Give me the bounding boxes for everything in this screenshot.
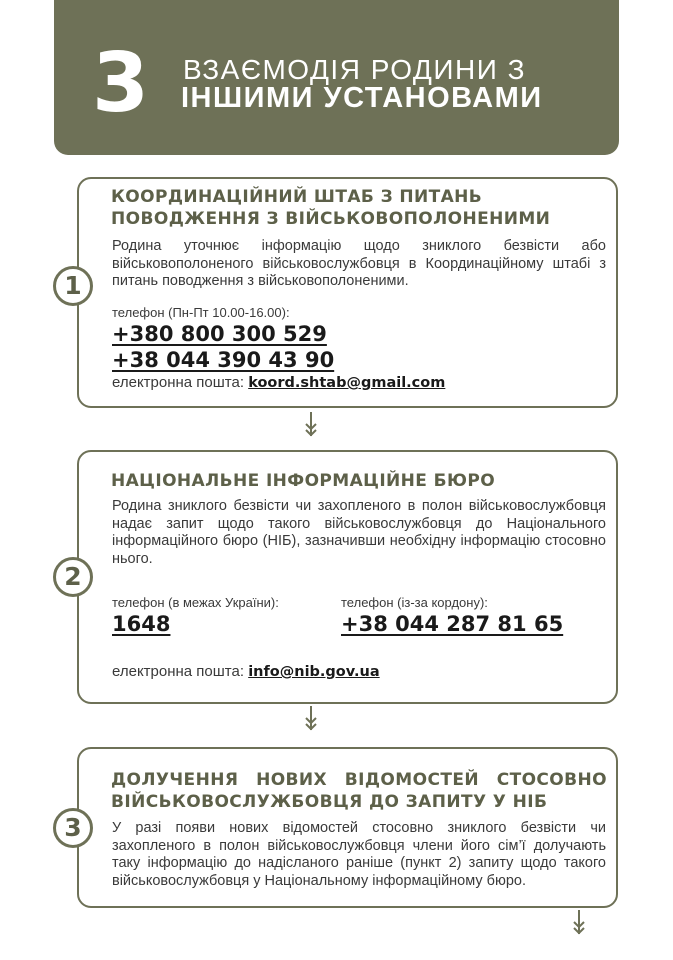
step-title xyxy=(111,769,607,813)
phone-label-local: телефон (в межах України): xyxy=(112,595,279,610)
phone-number-link[interactable]: 1648 xyxy=(112,612,171,636)
chevron-down-icon xyxy=(304,706,318,732)
email-link[interactable]: info@nib.gov.ua xyxy=(248,664,380,680)
step-number-badge: 2 xyxy=(53,557,93,597)
step-title-line: ПОВОДЖЕННЯ З ВІЙСЬКОВОПОЛОНЕНИМИ xyxy=(111,209,551,229)
section-title-line2: ІНШИМИ УСТАНОВАМИ xyxy=(181,82,543,114)
step-title-line: НАЦІОНАЛЬНЕ ІНФОРМАЦІЙНЕ БЮРО xyxy=(111,471,496,491)
section-title-line1: ВЗАЄМОДІЯ РОДИНИ З xyxy=(183,54,527,85)
step-title-line: ВІЙСЬКОВОСЛУЖБОВЦЯ ДО ЗАПИТУ У НІБ xyxy=(111,792,548,812)
step-title-line: КООРДИНАЦІЙНИЙ ШТАБ З ПИТАНЬ xyxy=(111,187,483,207)
chevron-down-icon xyxy=(304,412,318,438)
email-link[interactable]: koord.shtab@gmail.com xyxy=(248,375,446,391)
step-title xyxy=(111,186,611,230)
email-row xyxy=(112,373,445,393)
step-title-line: ДОЛУЧЕННЯ НОВИХ ВІДОМОСТЕЙ СТОСОВНО xyxy=(111,770,607,790)
email-row xyxy=(112,662,380,682)
step-description: Родина зниклого безвісти чи захопленого в полон військовослужбовця надає запит щодо такого військовослужбовця до Національного інформаційного бюро (НІБ), зазначивши необхідну інформацію стосовно нього. xyxy=(112,498,606,567)
phone-number-link[interactable]: +380 800 300 529 xyxy=(112,322,327,346)
step-title xyxy=(111,470,611,492)
email-label: електронна пошта: xyxy=(112,374,245,391)
step-number-badge: 3 xyxy=(53,808,93,848)
phone-number-link[interactable]: +38 044 287 81 65 xyxy=(341,612,564,636)
step-number-badge: 1 xyxy=(53,266,93,306)
step-description: У разі появи нових відомостей стосовно зниклого безвісти чи захопленого в полон військовослужбовця члени його сім’ї долучають таку інформацію до надісланого раніше (пункт 2) запиту щодо такого військовослужбовця у Національному інформаційному бюро. xyxy=(112,820,606,889)
email-label: електронна пошта: xyxy=(112,663,245,680)
step-description: Родина уточнює інформацію щодо зниклого безвісти або військовополоненого військовослужбовця в Координаційному штабі з питань поводження з військовополоненими. xyxy=(112,238,606,289)
phone-label-abroad: телефон (із-за кордону): xyxy=(341,595,488,610)
section-number: 3 xyxy=(92,36,150,131)
phone-label: телефон (Пн-Пт 10.00-16.00): xyxy=(112,305,290,320)
chevron-down-icon xyxy=(572,910,586,936)
phone-number-link[interactable]: +38 044 390 43 90 xyxy=(112,348,335,372)
